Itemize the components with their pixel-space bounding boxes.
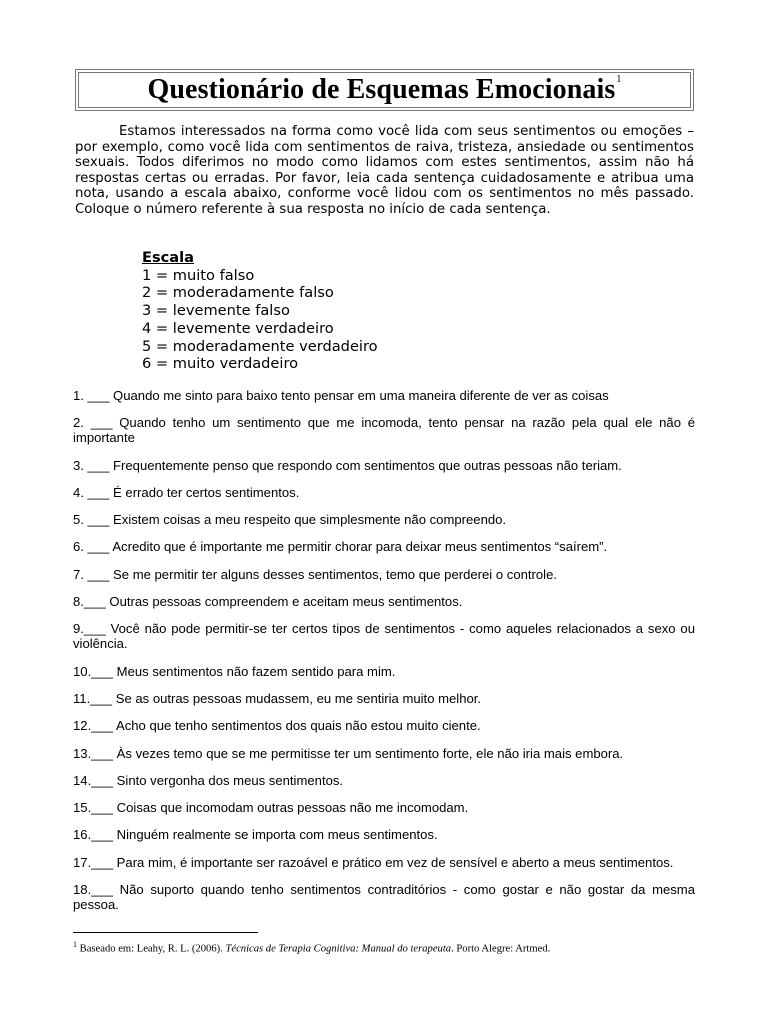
scale-item: 3 = levemente falso (142, 302, 290, 320)
question-item: 16.___ Ninguém realmente se importa com meus sentimentos. (73, 827, 438, 843)
scale-item: 2 = moderadamente falso (142, 284, 334, 302)
footnote-book-title: Técnicas de Terapia Cognitiva: Manual do terapeuta (225, 943, 452, 955)
question-item: 2. ___ Quando tenho um sentimento que me incomoda, tento pensar na razão pela qual ele não é importante (73, 415, 695, 446)
question-item: 1. ___ Quando me sinto para baixo tento pensar em uma maneira diferente de ver as coisas (73, 388, 609, 403)
title-footnote-mark: 1 (616, 73, 622, 85)
question-item: 12.___ Acho que tenho sentimentos dos quais não estou muito ciente. (73, 718, 481, 734)
question-item: 10.___ Meus sentimentos não fazem sentido para mim. (73, 663, 396, 679)
page-title: Questionário de Esquemas Emocionais$^1$ (147, 73, 622, 105)
scale-item: 6 = muito verdadeiro (142, 355, 299, 373)
question-item: 13.___ Às vezes temo que se me permitisse ter um sentimento forte, ele não iria mais embora. (73, 745, 624, 761)
scale-item: 4 = levemente verdadeiro (142, 319, 334, 337)
footnote-divider (73, 932, 258, 933)
question-item: 11.___ Se as outras pessoas mudassem, eu me sentiria muito melhor. (73, 690, 482, 706)
title-box (75, 69, 694, 111)
question-item: 6. ___ Acredito que é importante me permitir chorar para deixar meus sentimentos “saírem”. (73, 539, 608, 555)
scale-item: 5 = moderadamente verdadeiro (142, 337, 378, 355)
question-item: 4. ___ É errado ter certos sentimentos. (73, 484, 300, 500)
question-item: 15.___ Coisas que incomodam outras pessoas não me incomodam. (73, 800, 469, 816)
question-item: 8.___ Outras pessoas compreendem e aceitam meus sentimentos. (73, 594, 463, 610)
question-item: 17.___ Para mim, é importante ser razoável e prático em vez de sensível e aberto a meus sentimentos. (73, 854, 674, 870)
scale-item: 1 = muito falso (142, 266, 255, 284)
question-item: 5. ___ Existem coisas a meu respeito que simplesmente não compreendo. (73, 512, 507, 528)
question-list (73, 388, 695, 912)
footnote-mark: 1 (73, 940, 77, 949)
intro-paragraph: Estamos interessados na forma como você lida com seus sentimentos ou emoções – por exemplo, como você lida com sentimentos de raiva, tristeza, ansiedade ou sentimentos sexuais. Todos diferimos no modo como lidamos com estes sentimentos, assim não há respostas certas ou erradas. Por favor, leia cada sentença cuidadosamente e atribua uma nota, usando a escala abaixo, conforme você lidou com os sentimentos no mês passado. Coloque o número referente à sua resposta no início de cada sentença. (75, 124, 694, 217)
footnote: $^1$ Baseado em: Leahy, R. L. (2006). Técnicas de Terapia Cognitiva: Manual do terapeuta. Porto Alegre: Artmed. (73, 940, 551, 955)
scale-block (142, 249, 378, 373)
scale-title: Escala (142, 249, 195, 266)
question-item: 9.___ Você não pode permitir-se ter certos tipos de sentimentos - como aqueles relacionados a sexo ou violência. (73, 621, 695, 652)
question-item: 18.___ Não suporto quando tenho sentimentos contraditórios - como gostar e não gostar da mesma pessoa. (73, 882, 695, 913)
question-item: 3. ___ Frequentemente penso que respondo com sentimentos que outras pessoas não teriam. (73, 457, 622, 473)
question-item: 14.___ Sinto vergonha dos meus sentimentos. (73, 772, 344, 788)
question-item: 7. ___ Se me permitir ter alguns desses sentimentos, temo que perderei o controle. (73, 566, 557, 582)
